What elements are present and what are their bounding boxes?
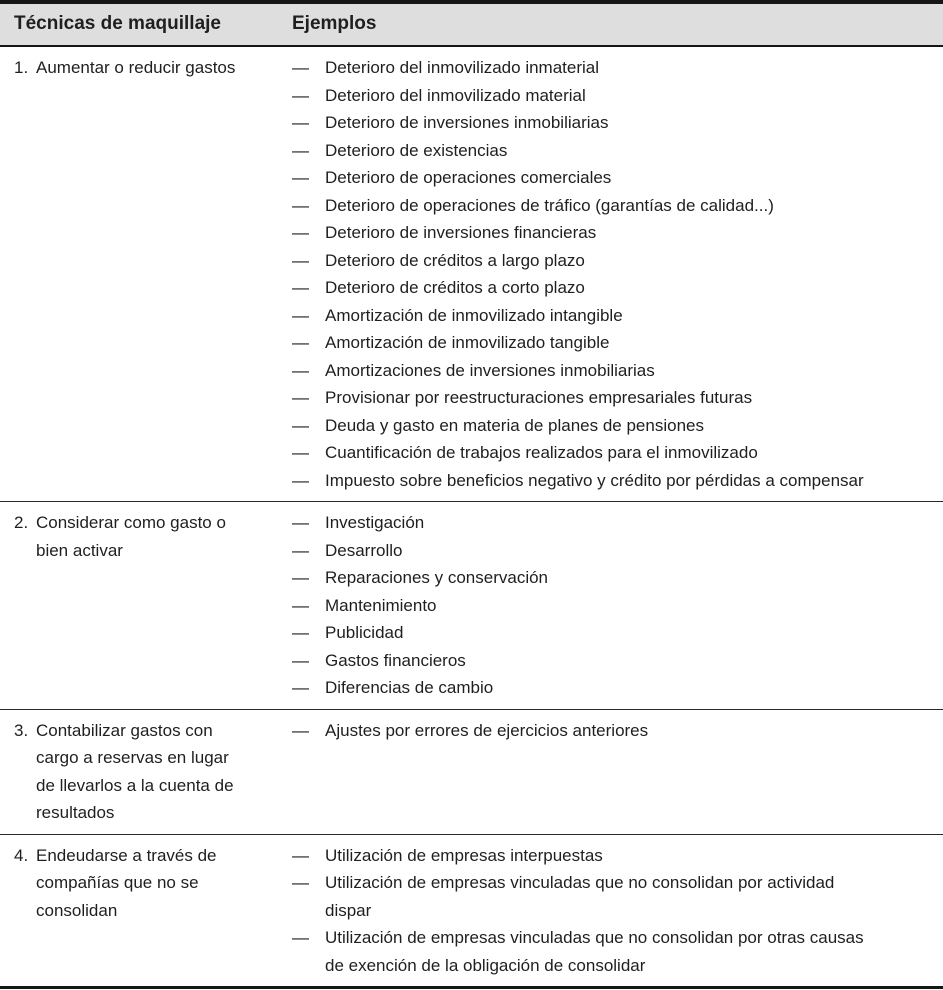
em-dash-icon: — xyxy=(292,540,309,560)
example-text: Deterioro del inmovilizado material xyxy=(325,85,586,105)
em-dash-icon: — xyxy=(292,58,309,77)
example-text: Cuantificación de trabajos realizados para el inmovilizado xyxy=(325,443,758,462)
example-text: Deterioro de créditos a largo plazo xyxy=(325,250,585,270)
technique-label: Contabilizar gastos con cargo a reservas en lugar de llevarlos a la cuenta de resultados xyxy=(36,720,234,822)
em-dash-icon: — xyxy=(292,873,309,892)
example-item xyxy=(292,467,943,495)
table-body xyxy=(0,47,943,986)
example-item xyxy=(292,247,943,275)
example-item xyxy=(292,192,943,220)
technique-number: 2. xyxy=(14,513,29,532)
em-dash-icon: — xyxy=(292,113,309,132)
example-text: Publicidad xyxy=(325,623,404,642)
example-text: Utilización de empresas vinculadas que no consolidan por otras causas de exención de la obligación de consolidar xyxy=(325,928,864,975)
example-item xyxy=(292,384,943,412)
examples-cell xyxy=(292,842,943,980)
table-header-row xyxy=(0,4,943,47)
example-item xyxy=(292,357,943,385)
technique-cell xyxy=(0,54,292,494)
example-text: Deterioro de operaciones comerciales xyxy=(325,168,612,187)
example-item xyxy=(292,647,943,675)
em-dash-icon: — xyxy=(292,360,309,380)
example-text: Utilización de empresas interpuestas xyxy=(325,845,603,865)
example-text: Impuesto sobre beneficios negativo y crédito por pérdidas a compensar xyxy=(325,470,864,490)
example-text: Diferencias de cambio xyxy=(325,678,494,697)
example-item xyxy=(292,164,943,192)
technique-cell xyxy=(0,842,292,980)
example-item xyxy=(292,717,943,745)
em-dash-icon: — xyxy=(292,845,309,865)
example-item xyxy=(292,412,943,440)
example-item xyxy=(292,302,943,330)
em-dash-icon: — xyxy=(292,513,309,532)
example-text: Deterioro de existencias xyxy=(325,140,508,160)
example-text: Deuda y gasto en materia de planes de pensiones xyxy=(325,415,704,435)
examples-cell xyxy=(292,717,943,827)
em-dash-icon: — xyxy=(292,85,309,105)
examples-cell xyxy=(292,509,943,702)
example-item xyxy=(292,54,943,82)
example-item xyxy=(292,509,943,537)
em-dash-icon: — xyxy=(292,140,309,160)
example-item xyxy=(292,592,943,620)
em-dash-icon: — xyxy=(292,333,309,352)
example-item xyxy=(292,137,943,165)
example-text: Ajustes por errores de ejercicios anteriores xyxy=(325,720,649,740)
em-dash-icon: — xyxy=(292,223,309,242)
example-item xyxy=(292,674,943,702)
example-text: Reparaciones y conservación xyxy=(325,568,549,587)
example-item xyxy=(292,82,943,110)
example-text: Provisionar por reestructuraciones empresariales futuras xyxy=(325,388,753,407)
em-dash-icon: — xyxy=(292,250,309,270)
example-item xyxy=(292,619,943,647)
technique-cell xyxy=(0,717,292,827)
em-dash-icon: — xyxy=(292,650,309,670)
em-dash-icon: — xyxy=(292,720,309,740)
example-text: Gastos financieros xyxy=(325,650,466,670)
example-item xyxy=(292,924,943,979)
em-dash-icon: — xyxy=(292,595,309,615)
example-item xyxy=(292,219,943,247)
example-text: Desarrollo xyxy=(325,540,403,560)
em-dash-icon: — xyxy=(292,278,309,297)
em-dash-icon: — xyxy=(292,443,309,462)
column-header-examples: Ejemplos xyxy=(292,13,377,34)
em-dash-icon: — xyxy=(292,928,309,947)
em-dash-icon: — xyxy=(292,623,309,642)
em-dash-icon: — xyxy=(292,305,309,325)
table-row xyxy=(0,709,943,834)
technique-label: Endeudarse a través de compañías que no se consolidan xyxy=(36,845,217,920)
example-text: Deterioro de operaciones de tráfico (garantías de calidad...) xyxy=(325,195,774,215)
em-dash-icon: — xyxy=(292,168,309,187)
example-text: Utilización de empresas vinculadas que no consolidan por actividad dispar xyxy=(325,873,835,920)
example-text: Deterioro de inversiones financieras xyxy=(325,223,597,242)
technique-cell xyxy=(0,509,292,702)
examples-cell xyxy=(292,54,943,494)
example-text: Deterioro del inmovilizado inmaterial xyxy=(325,58,600,77)
em-dash-icon: — xyxy=(292,388,309,407)
table-row xyxy=(0,834,943,987)
technique-number: 3. xyxy=(14,720,29,740)
example-text: Amortización de inmovilizado tangible xyxy=(325,333,610,352)
technique-label: Aumentar o reducir gastos xyxy=(36,58,236,77)
table-row xyxy=(0,47,943,501)
column-header-techniques: Técnicas de maquillaje xyxy=(14,13,221,34)
example-text: Investigación xyxy=(325,513,425,532)
technique-number: 4. xyxy=(14,845,29,865)
example-item xyxy=(292,439,943,467)
example-item xyxy=(292,842,943,870)
example-item xyxy=(292,564,943,592)
example-item xyxy=(292,329,943,357)
example-item xyxy=(292,274,943,302)
em-dash-icon: — xyxy=(292,568,309,587)
example-text: Mantenimiento xyxy=(325,595,437,615)
em-dash-icon: — xyxy=(292,470,309,490)
example-item xyxy=(292,869,943,924)
example-item xyxy=(292,537,943,565)
example-text: Amortización de inmovilizado intangible xyxy=(325,305,623,325)
example-text: Amortizaciones de inversiones inmobiliarias xyxy=(325,360,655,380)
example-item xyxy=(292,109,943,137)
em-dash-icon: — xyxy=(292,195,309,215)
example-text: Deterioro de créditos a corto plazo xyxy=(325,278,585,297)
table-row xyxy=(0,501,943,709)
em-dash-icon: — xyxy=(292,678,309,697)
technique-number: 1. xyxy=(14,58,29,77)
example-text: Deterioro de inversiones inmobiliarias xyxy=(325,113,609,132)
technique-label: Considerar como gasto o bien activar xyxy=(36,513,226,560)
em-dash-icon: — xyxy=(292,415,309,435)
